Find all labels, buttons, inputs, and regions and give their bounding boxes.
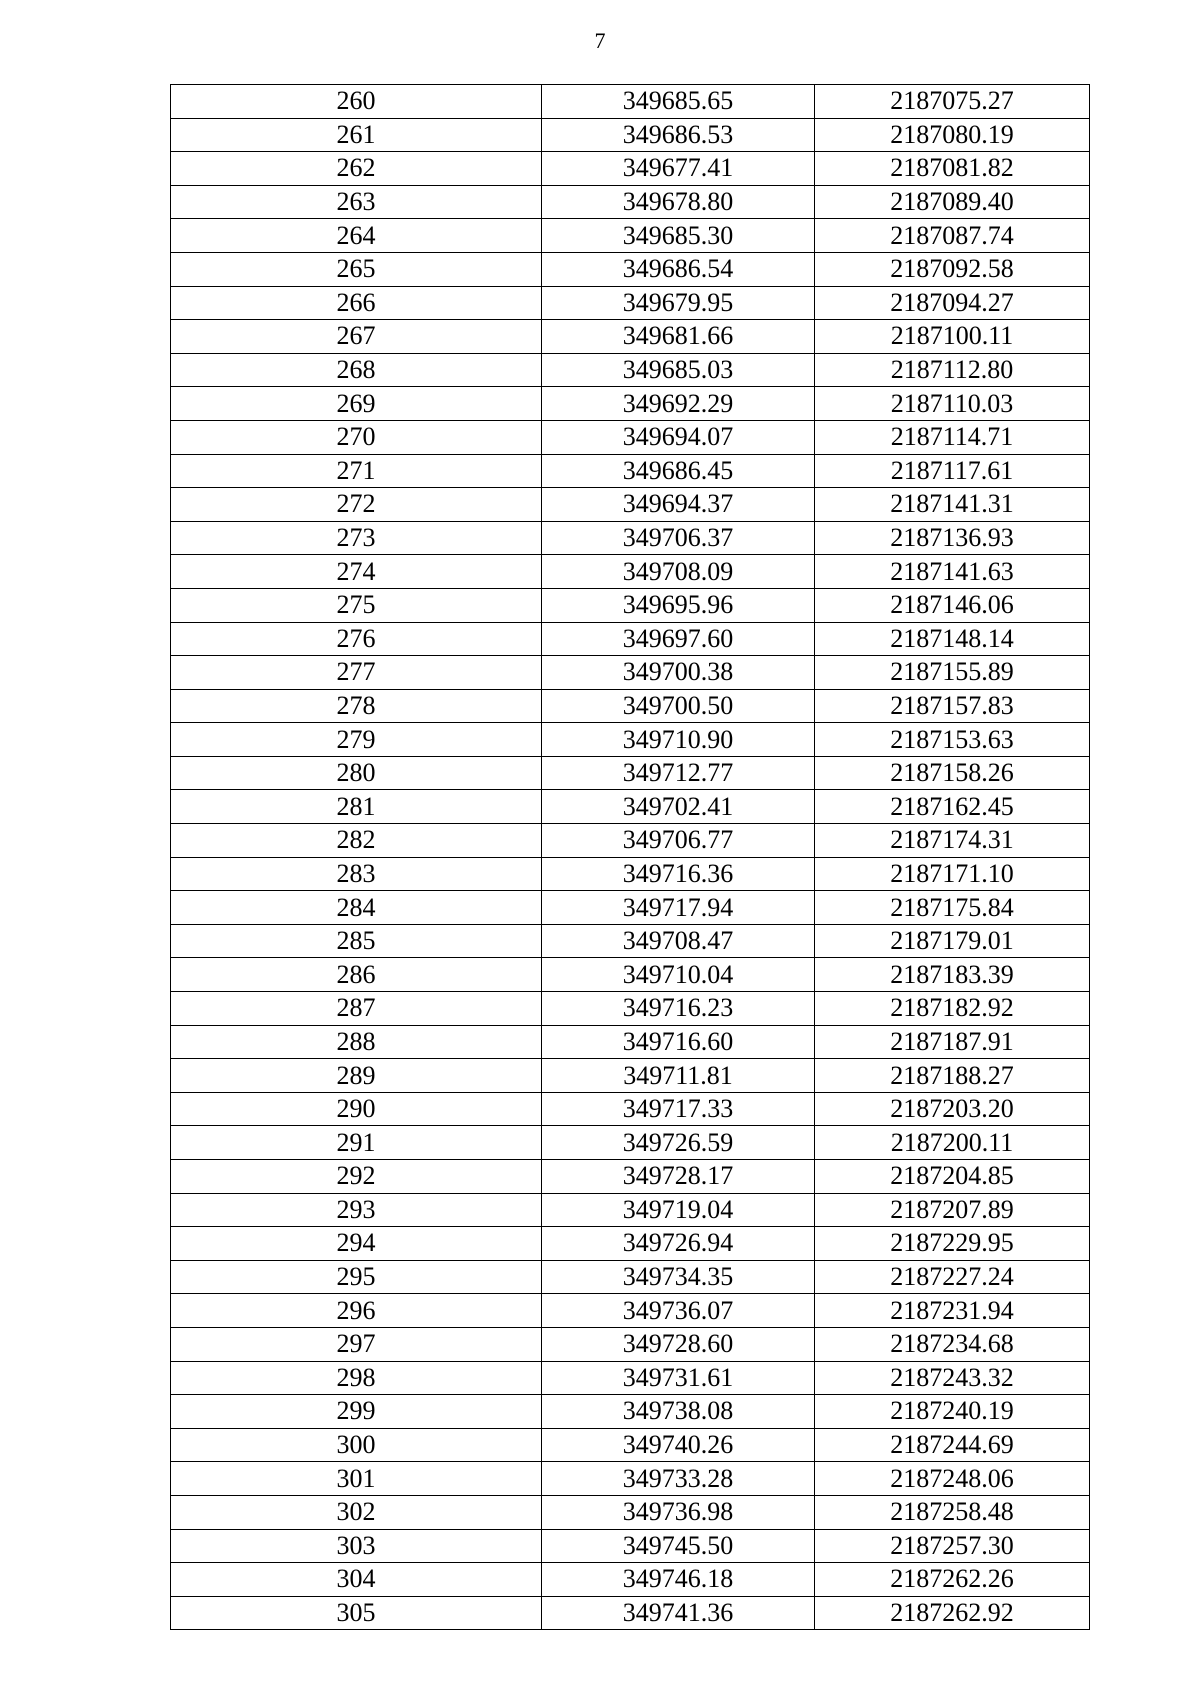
- table-row: [171, 1462, 1090, 1496]
- table-row: [171, 756, 1090, 790]
- point-number-cell: 294: [171, 1227, 542, 1261]
- x-coordinate-cell: 349686.54: [542, 252, 815, 286]
- table-row: [171, 1428, 1090, 1462]
- point-number-cell: 265: [171, 252, 542, 286]
- point-number-cell: 291: [171, 1126, 542, 1160]
- x-coordinate-cell: 349728.17: [542, 1160, 815, 1194]
- x-coordinate-cell: 349736.07: [542, 1294, 815, 1328]
- table-row: [171, 118, 1090, 152]
- point-number-cell: 283: [171, 857, 542, 891]
- x-coordinate-cell: 349710.04: [542, 958, 815, 992]
- y-coordinate-cell: 2187231.94: [815, 1294, 1090, 1328]
- point-number-cell: 287: [171, 992, 542, 1026]
- x-coordinate-cell: 349741.36: [542, 1596, 815, 1630]
- x-coordinate-cell: 349717.94: [542, 891, 815, 925]
- y-coordinate-cell: 2187117.61: [815, 454, 1090, 488]
- point-number-cell: 274: [171, 555, 542, 589]
- x-coordinate-cell: 349746.18: [542, 1563, 815, 1597]
- table-row: [171, 286, 1090, 320]
- x-coordinate-cell: 349681.66: [542, 320, 815, 354]
- point-number-cell: 278: [171, 689, 542, 723]
- y-coordinate-cell: 2187262.26: [815, 1563, 1090, 1597]
- point-number-cell: 286: [171, 958, 542, 992]
- y-coordinate-cell: 2187089.40: [815, 185, 1090, 219]
- y-coordinate-cell: 2187146.06: [815, 588, 1090, 622]
- x-coordinate-cell: 349726.59: [542, 1126, 815, 1160]
- point-number-cell: 284: [171, 891, 542, 925]
- x-coordinate-cell: 349685.65: [542, 85, 815, 119]
- table-row: [171, 185, 1090, 219]
- x-coordinate-cell: 349728.60: [542, 1327, 815, 1361]
- point-number-cell: 282: [171, 824, 542, 858]
- point-number-cell: 266: [171, 286, 542, 320]
- x-coordinate-cell: 349716.60: [542, 1025, 815, 1059]
- table-row: [171, 689, 1090, 723]
- table-row: [171, 857, 1090, 891]
- point-number-cell: 276: [171, 622, 542, 656]
- y-coordinate-cell: 2187162.45: [815, 790, 1090, 824]
- y-coordinate-cell: 2187243.32: [815, 1361, 1090, 1395]
- x-coordinate-cell: 349692.29: [542, 387, 815, 421]
- point-number-cell: 285: [171, 924, 542, 958]
- x-coordinate-cell: 349711.81: [542, 1059, 815, 1093]
- x-coordinate-cell: 349694.37: [542, 488, 815, 522]
- point-number-cell: 275: [171, 588, 542, 622]
- y-coordinate-cell: 2187094.27: [815, 286, 1090, 320]
- point-number-cell: 292: [171, 1160, 542, 1194]
- x-coordinate-cell: 349733.28: [542, 1462, 815, 1496]
- x-coordinate-cell: 349694.07: [542, 420, 815, 454]
- x-coordinate-cell: 349706.37: [542, 521, 815, 555]
- y-coordinate-cell: 2187188.27: [815, 1059, 1090, 1093]
- table-row: [171, 252, 1090, 286]
- point-number-cell: 298: [171, 1361, 542, 1395]
- point-number-cell: 270: [171, 420, 542, 454]
- point-number-cell: 263: [171, 185, 542, 219]
- point-number-cell: 267: [171, 320, 542, 354]
- y-coordinate-cell: 2187141.63: [815, 555, 1090, 589]
- table-row: [171, 420, 1090, 454]
- y-coordinate-cell: 2187174.31: [815, 824, 1090, 858]
- y-coordinate-cell: 2187157.83: [815, 689, 1090, 723]
- x-coordinate-cell: 349706.77: [542, 824, 815, 858]
- y-coordinate-cell: 2187204.85: [815, 1160, 1090, 1194]
- y-coordinate-cell: 2187114.71: [815, 420, 1090, 454]
- point-number-cell: 280: [171, 756, 542, 790]
- point-number-cell: 288: [171, 1025, 542, 1059]
- y-coordinate-cell: 2187262.92: [815, 1596, 1090, 1630]
- table-row: [171, 1294, 1090, 1328]
- table-row: [171, 1495, 1090, 1529]
- table-row: [171, 790, 1090, 824]
- point-number-cell: 268: [171, 353, 542, 387]
- x-coordinate-cell: 349712.77: [542, 756, 815, 790]
- y-coordinate-cell: 2187087.74: [815, 219, 1090, 253]
- table-row: [171, 824, 1090, 858]
- y-coordinate-cell: 2187183.39: [815, 958, 1090, 992]
- point-number-cell: 273: [171, 521, 542, 555]
- x-coordinate-cell: 349710.90: [542, 723, 815, 757]
- table-row: [171, 1596, 1090, 1630]
- table-row: [171, 1227, 1090, 1261]
- y-coordinate-cell: 2187257.30: [815, 1529, 1090, 1563]
- point-number-cell: 272: [171, 488, 542, 522]
- table-row: [171, 656, 1090, 690]
- point-number-cell: 293: [171, 1193, 542, 1227]
- table-row: [171, 1327, 1090, 1361]
- x-coordinate-cell: 349717.33: [542, 1092, 815, 1126]
- point-number-cell: 279: [171, 723, 542, 757]
- point-number-cell: 299: [171, 1395, 542, 1429]
- y-coordinate-cell: 2187148.14: [815, 622, 1090, 656]
- table-row: [171, 1025, 1090, 1059]
- table-row: [171, 1395, 1090, 1429]
- point-number-cell: 301: [171, 1462, 542, 1496]
- x-coordinate-cell: 349716.23: [542, 992, 815, 1026]
- y-coordinate-cell: 2187187.91: [815, 1025, 1090, 1059]
- x-coordinate-cell: 349702.41: [542, 790, 815, 824]
- table-row: [171, 924, 1090, 958]
- table-row: [171, 454, 1090, 488]
- y-coordinate-cell: 2187158.26: [815, 756, 1090, 790]
- table-row: [171, 1361, 1090, 1395]
- x-coordinate-cell: 349708.47: [542, 924, 815, 958]
- y-coordinate-cell: 2187203.20: [815, 1092, 1090, 1126]
- y-coordinate-cell: 2187100.11: [815, 320, 1090, 354]
- x-coordinate-cell: 349677.41: [542, 152, 815, 186]
- x-coordinate-cell: 349734.35: [542, 1260, 815, 1294]
- y-coordinate-cell: 2187175.84: [815, 891, 1090, 925]
- point-number-cell: 305: [171, 1596, 542, 1630]
- y-coordinate-cell: 2187200.11: [815, 1126, 1090, 1160]
- point-number-cell: 262: [171, 152, 542, 186]
- x-coordinate-cell: 349686.53: [542, 118, 815, 152]
- table-row: [171, 1193, 1090, 1227]
- table-row: [171, 1160, 1090, 1194]
- y-coordinate-cell: 2187244.69: [815, 1428, 1090, 1462]
- y-coordinate-cell: 2187240.19: [815, 1395, 1090, 1429]
- x-coordinate-cell: 349726.94: [542, 1227, 815, 1261]
- x-coordinate-cell: 349745.50: [542, 1529, 815, 1563]
- point-number-cell: 269: [171, 387, 542, 421]
- point-number-cell: 264: [171, 219, 542, 253]
- x-coordinate-cell: 349679.95: [542, 286, 815, 320]
- x-coordinate-cell: 349685.03: [542, 353, 815, 387]
- table-row: [171, 219, 1090, 253]
- table-row: [171, 622, 1090, 656]
- table-row: [171, 320, 1090, 354]
- table-row: [171, 992, 1090, 1026]
- point-number-cell: 271: [171, 454, 542, 488]
- x-coordinate-cell: 349697.60: [542, 622, 815, 656]
- y-coordinate-cell: 2187153.63: [815, 723, 1090, 757]
- point-number-cell: 277: [171, 656, 542, 690]
- x-coordinate-cell: 349700.38: [542, 656, 815, 690]
- y-coordinate-cell: 2187234.68: [815, 1327, 1090, 1361]
- point-number-cell: 300: [171, 1428, 542, 1462]
- y-coordinate-cell: 2187207.89: [815, 1193, 1090, 1227]
- point-number-cell: 302: [171, 1495, 542, 1529]
- table-row: [171, 387, 1090, 421]
- y-coordinate-cell: 2187179.01: [815, 924, 1090, 958]
- y-coordinate-cell: 2187248.06: [815, 1462, 1090, 1496]
- table-row: [171, 1059, 1090, 1093]
- table-row: [171, 521, 1090, 555]
- point-number-cell: 260: [171, 85, 542, 119]
- point-number-cell: 290: [171, 1092, 542, 1126]
- y-coordinate-cell: 2187155.89: [815, 656, 1090, 690]
- point-number-cell: 261: [171, 118, 542, 152]
- y-coordinate-cell: 2187075.27: [815, 85, 1090, 119]
- coordinates-table: [170, 84, 1090, 1630]
- x-coordinate-cell: 349731.61: [542, 1361, 815, 1395]
- point-number-cell: 281: [171, 790, 542, 824]
- x-coordinate-cell: 349685.30: [542, 219, 815, 253]
- x-coordinate-cell: 349738.08: [542, 1395, 815, 1429]
- page-number: 7: [594, 28, 606, 53]
- y-coordinate-cell: 2187182.92: [815, 992, 1090, 1026]
- point-number-cell: 289: [171, 1059, 542, 1093]
- y-coordinate-cell: 2187112.80: [815, 353, 1090, 387]
- point-number-cell: 295: [171, 1260, 542, 1294]
- table-row: [171, 488, 1090, 522]
- x-coordinate-cell: 349678.80: [542, 185, 815, 219]
- table-row: [171, 1529, 1090, 1563]
- table-row: [171, 152, 1090, 186]
- table-row: [171, 588, 1090, 622]
- table-row: [171, 1126, 1090, 1160]
- y-coordinate-cell: 2187141.31: [815, 488, 1090, 522]
- table-row: [171, 555, 1090, 589]
- y-coordinate-cell: 2187171.10: [815, 857, 1090, 891]
- table-row: [171, 723, 1090, 757]
- point-number-cell: 304: [171, 1563, 542, 1597]
- y-coordinate-cell: 2187080.19: [815, 118, 1090, 152]
- table-row: [171, 958, 1090, 992]
- x-coordinate-cell: 349708.09: [542, 555, 815, 589]
- point-number-cell: 296: [171, 1294, 542, 1328]
- point-number-cell: 303: [171, 1529, 542, 1563]
- table-row: [171, 891, 1090, 925]
- x-coordinate-cell: 349686.45: [542, 454, 815, 488]
- x-coordinate-cell: 349740.26: [542, 1428, 815, 1462]
- x-coordinate-cell: 349719.04: [542, 1193, 815, 1227]
- x-coordinate-cell: 349695.96: [542, 588, 815, 622]
- table-row: [171, 1260, 1090, 1294]
- table-row: [171, 1563, 1090, 1597]
- y-coordinate-cell: 2187110.03: [815, 387, 1090, 421]
- coordinates-table-body: [171, 85, 1090, 1630]
- y-coordinate-cell: 2187092.58: [815, 252, 1090, 286]
- y-coordinate-cell: 2187229.95: [815, 1227, 1090, 1261]
- table-row: [171, 85, 1090, 119]
- point-number-cell: 297: [171, 1327, 542, 1361]
- y-coordinate-cell: 2187227.24: [815, 1260, 1090, 1294]
- table-row: [171, 353, 1090, 387]
- x-coordinate-cell: 349700.50: [542, 689, 815, 723]
- x-coordinate-cell: 349716.36: [542, 857, 815, 891]
- y-coordinate-cell: 2187136.93: [815, 521, 1090, 555]
- y-coordinate-cell: 2187081.82: [815, 152, 1090, 186]
- y-coordinate-cell: 2187258.48: [815, 1495, 1090, 1529]
- x-coordinate-cell: 349736.98: [542, 1495, 815, 1529]
- table-row: [171, 1092, 1090, 1126]
